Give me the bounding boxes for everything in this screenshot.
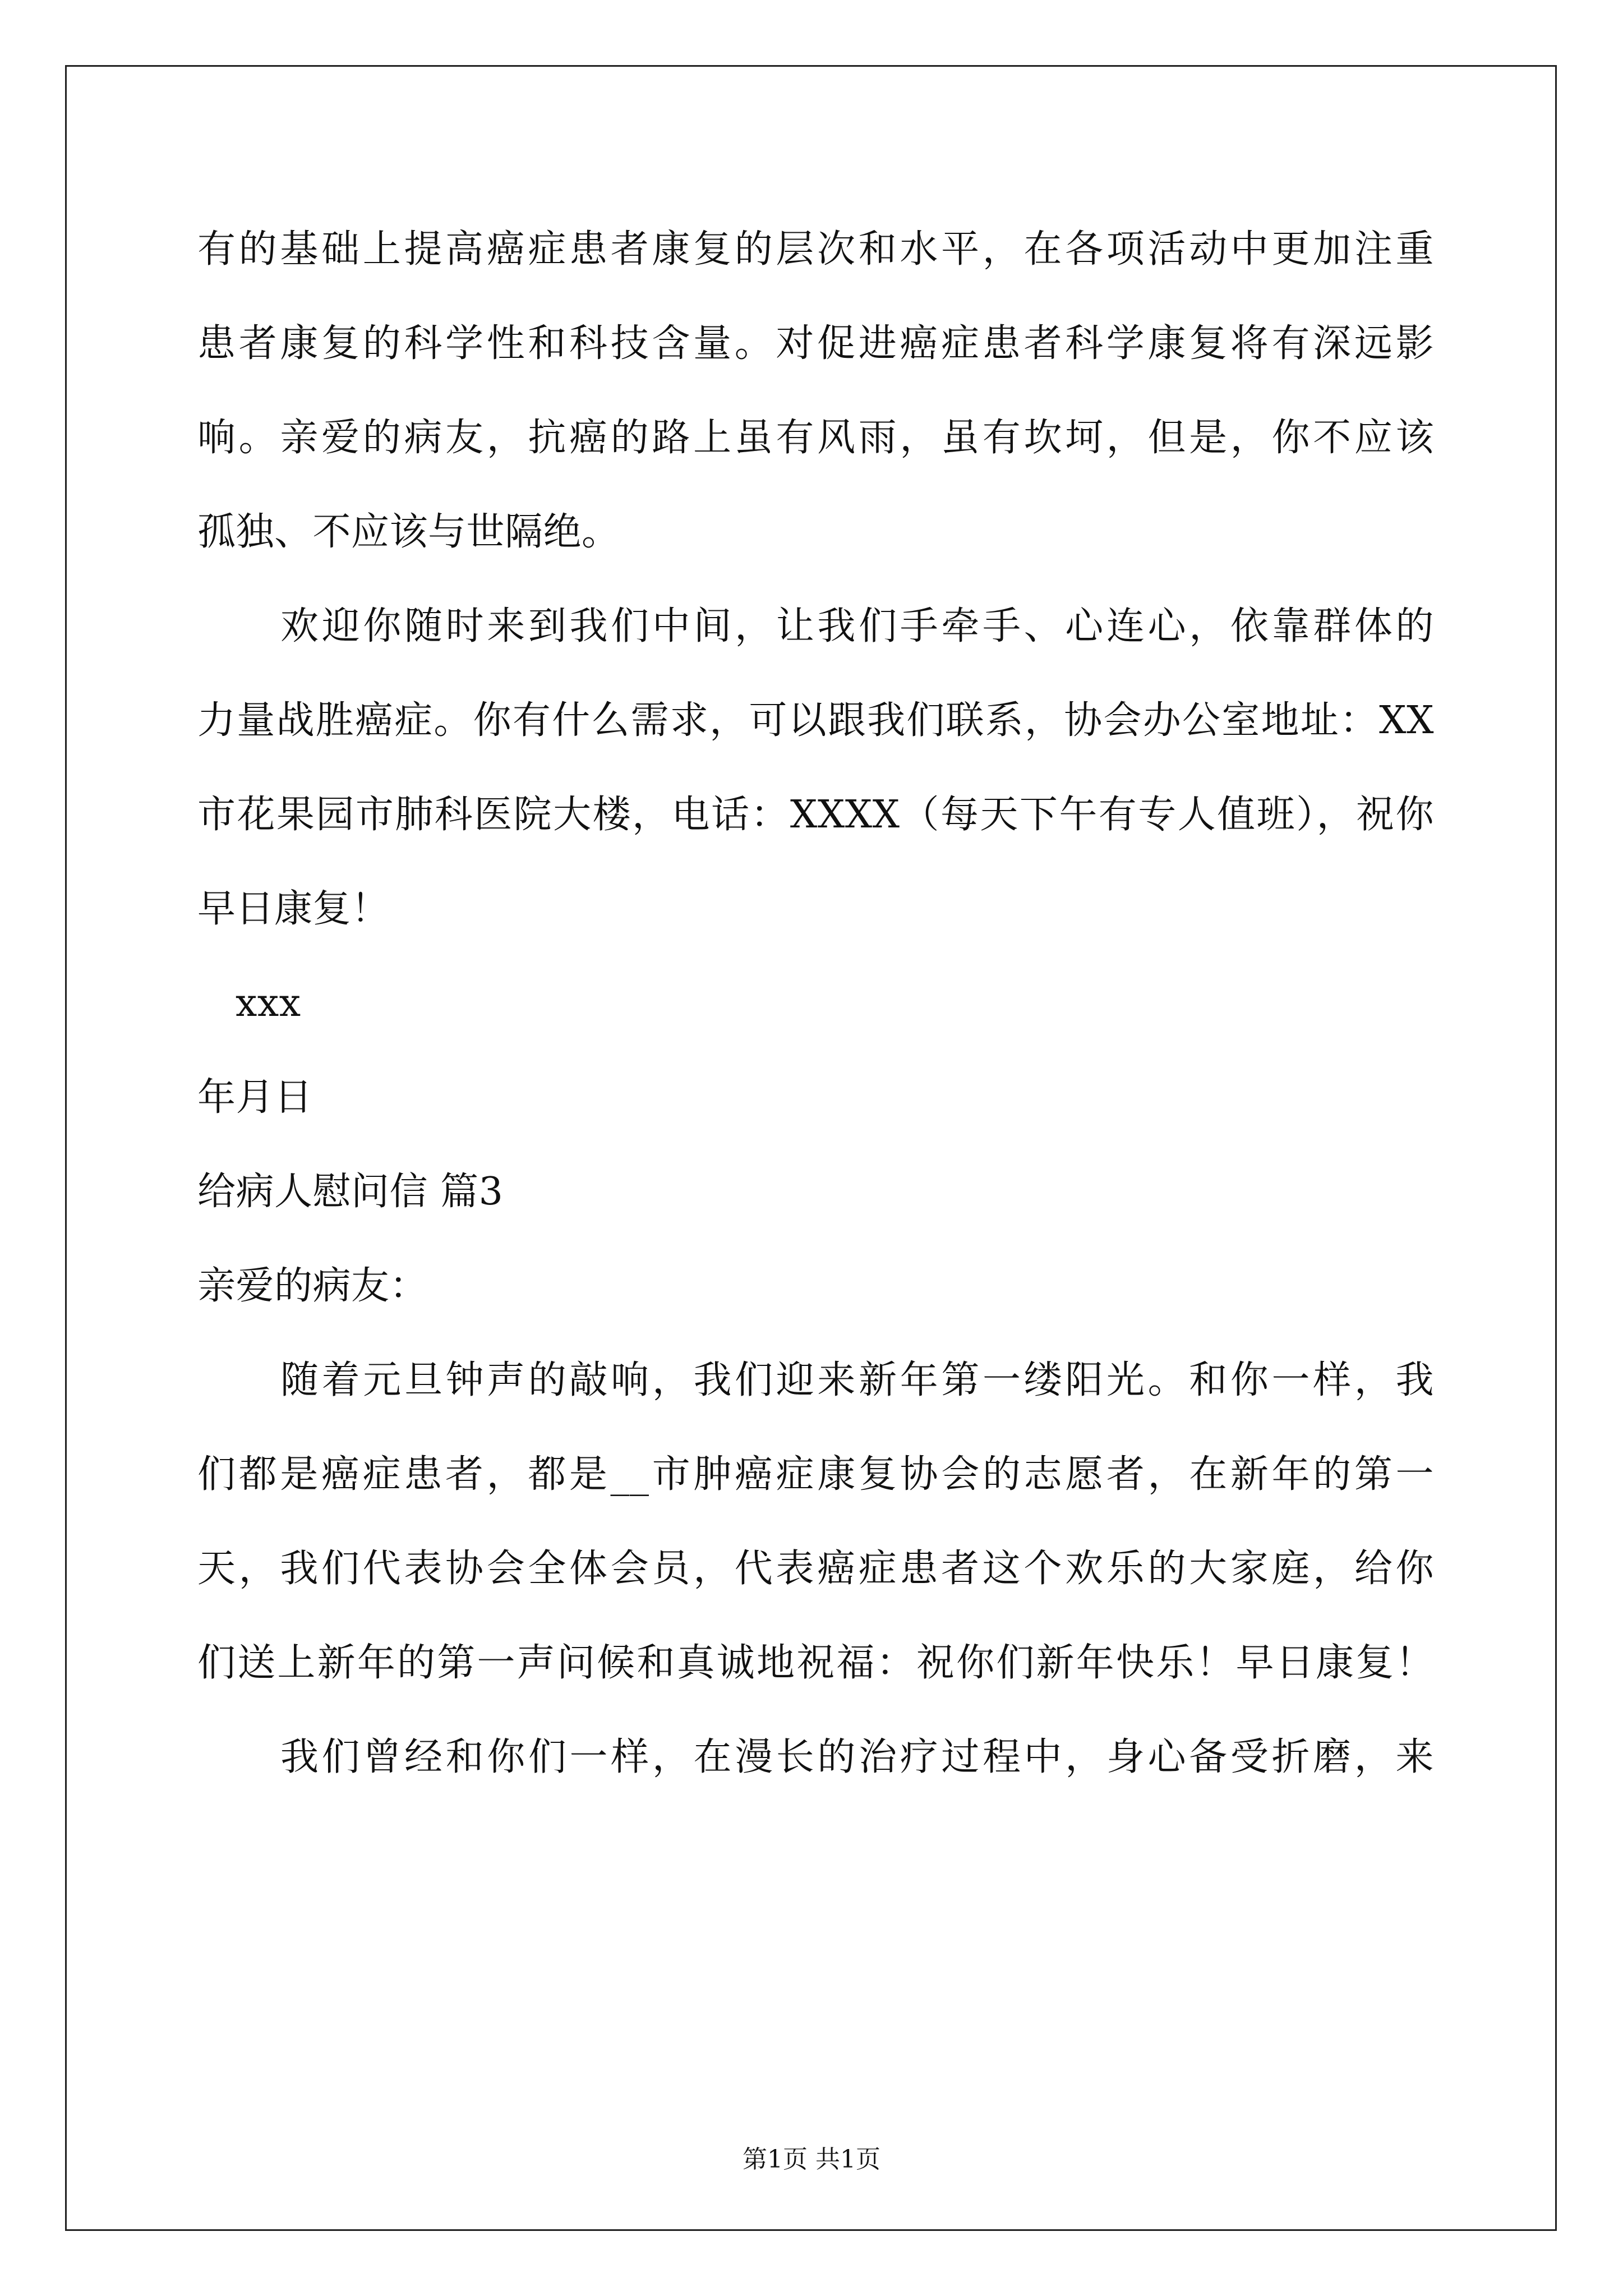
paragraph-line: 早日康复！	[197, 887, 390, 931]
paragraph-line: 市花果园市肺科医院大楼，电话：XXXX（每天下午有专人值班），祝你	[197, 793, 1434, 837]
paragraph-line: 随着元旦钟声的敲响，我们迎来新年第一缕阳光。和你一样，我	[280, 1358, 1434, 1402]
page-footer: 第1页 共1页	[743, 2145, 880, 2174]
paragraph-line: 天，我们代表协会全体会员，代表癌症患者这个欢乐的大家庭，给你	[197, 1547, 1434, 1591]
paragraph-line: 们送上新年的第一声问候和真诚地祝福：祝你们新年快乐！早日康复！	[197, 1641, 1434, 1685]
signature: xxx	[236, 981, 301, 1025]
salutation: 亲爱的病友：	[197, 1264, 428, 1308]
paragraph-line: 欢迎你随时来到我们中间，让我们手牵手、心连心，依靠群体的	[280, 604, 1434, 648]
paragraph-line: 们都是癌症患者，都是__市肿癌症康复协会的志愿者，在新年的第一	[197, 1452, 1434, 1497]
section-title: 给病人慰问信 篇3	[197, 1170, 504, 1214]
page-border	[65, 65, 1557, 2231]
date-line: 年月日	[197, 1075, 313, 1120]
paragraph-line: 力量战胜癌症。你有什么需求，可以跟我们联系，协会办公室地址：XX	[197, 698, 1434, 743]
paragraph-line: 患者康复的科学性和科技含量。对促进癌症患者科学康复将有深远影	[197, 321, 1434, 366]
paragraph-line: 孤独、不应该与世隔绝。	[197, 510, 620, 554]
paragraph-line: 我们曾经和你们一样，在漫长的治疗过程中，身心备受折磨，来	[280, 1735, 1434, 1779]
paragraph-line: 有的基础上提高癌症患者康复的层次和水平，在各项活动中更加注重	[197, 227, 1434, 272]
paragraph-line: 响。亲爱的病友，抗癌的路上虽有风雨，虽有坎坷，但是，你不应该	[197, 416, 1434, 460]
